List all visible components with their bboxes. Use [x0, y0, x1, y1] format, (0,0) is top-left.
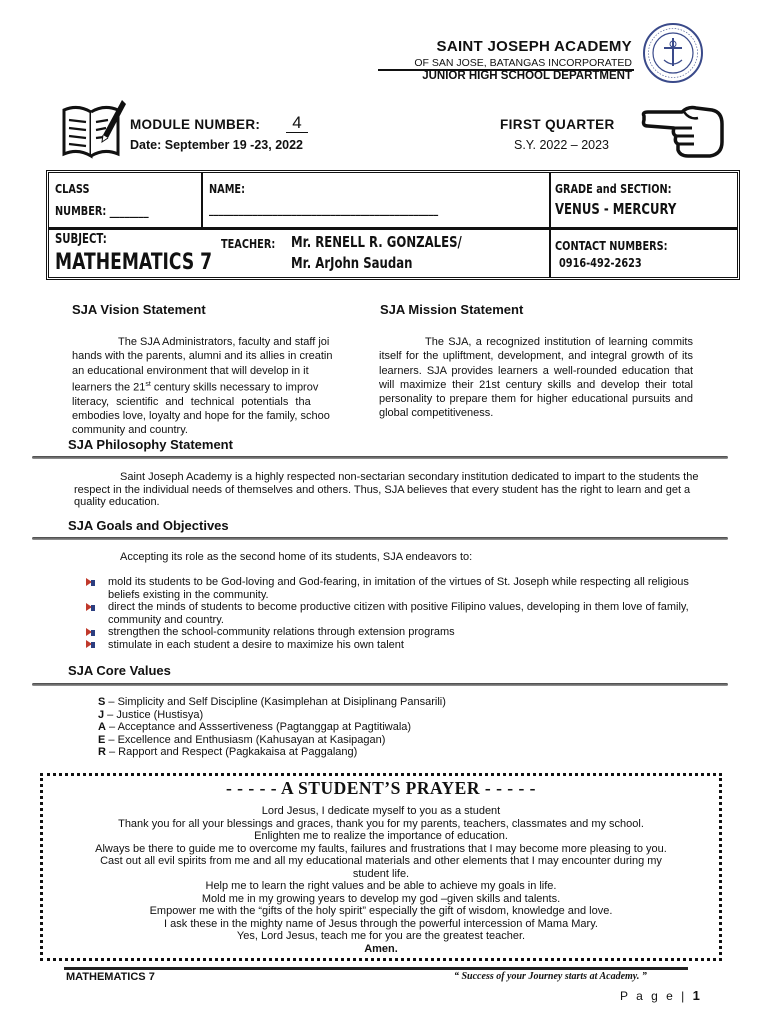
class-label: CLASS [55, 181, 90, 196]
grade-section-value: VENUS - MERCURY [555, 200, 677, 218]
list-item: A – Acceptance and Asssertiveness (Pagtanggap at Pagtitiwala) [98, 721, 412, 733]
module-number-label: MODULE NUMBER: [130, 117, 261, 132]
goals-rule [32, 537, 728, 540]
philosophy-text: Saint Joseph Academy is a highly respected non-sectarian secondary institution dedicated to impart to the students the respect in the individual needs of themselves and others. Thus, SJA believes that every student has the right to learn and get a quality education. [74, 471, 699, 509]
school-location: OF SAN JOSE, BATANGAS INCORPORATED [414, 57, 632, 69]
name-label: NAME: [209, 181, 245, 196]
quarter-label: FIRST QUARTER [500, 117, 615, 132]
vision-text: The SJA Administrators, faculty and staff joi hands with the parents, alumni and its allies in creatin an educational environment that will develop in it learners the 21st century skills necessary to improv literacy, scientific and technical potentials tha embodies love, loyalty and hope for the family, schoo community and country. [72, 336, 333, 437]
prayer-title: - - - - - A STUDENT’S PRAYER - - - - - [225, 778, 536, 798]
goals-heading: SJA Goals and Objectives [68, 518, 229, 533]
list-item: E – Excellence and Enthusiasm (Kahusayan at Kasipagan) [98, 733, 386, 746]
bullet-icon [85, 639, 96, 649]
philosophy-rule [32, 456, 728, 459]
open-book-pencil-icon [58, 98, 128, 160]
list-item: mold its students to be God-loving and God-fearing, in imitation of the virtues of St. Joseph while respecting all religious beliefs existing in the community. [108, 576, 689, 601]
school-department: JUNIOR HIGH SCHOOL DEPARTMENT [422, 70, 632, 82]
core-values-heading: SJA Core Values [68, 663, 171, 678]
footer-subject: MATHEMATICS 7 [66, 971, 155, 983]
class-number-label: NUMBER: ________ [55, 203, 149, 218]
school-seal-icon [642, 22, 704, 84]
goals-list [108, 576, 708, 651]
list-item: direct the minds of students to become productive citizen with positive Filipino values, developing in them love of family, community and country. [108, 601, 689, 626]
prayer-text: Lord Jesus, I dedicate myself to you as a student Thank you for all your blessings and graces, thank you for my parents, teachers, classmates and my school. Enlighten me to realize the importance of education. Always be there to guide me to overcome my faults, failures and frustrations that I may become more pleasing to you. Cast out all evil spirits from me and all my educational materials and other elements that I may encounter during my student life. Help me to learn the right values and be able to achieve my goals in life. Mold me in my growing years to develop my god –given skills and talents. Empower me with the “gifts of the holy spirit” especially the gift of wisdom, knowledge and love. I ask these in the mighty name of Jesus through the powerful intercession of Mama Mary. Yes, Lord Jesus, teach me for you are the greatest teacher. Amen. [46, 805, 716, 955]
list-item: strengthen the school-community relations through extension programs [108, 626, 455, 638]
student-info-table [46, 170, 740, 280]
footer-rule [64, 967, 688, 970]
contact-value: 0916-492-2623 [559, 255, 642, 270]
list-item: S – Simplicity and Self Discipline (Kasimplehan at Disiplinang Pansarili) [98, 696, 446, 708]
vision-heading: SJA Vision Statement [72, 302, 206, 317]
grade-section-label: GRADE and SECTION: [555, 181, 672, 196]
bullet-icon [85, 627, 96, 637]
footer-quote: “ Success of your Journey starts at Academy. ” [454, 971, 647, 982]
philosophy-heading: SJA Philosophy Statement [68, 437, 233, 452]
name-blank: _______________________________________________ [209, 201, 439, 216]
subject-label: SUBJECT: [55, 232, 107, 247]
module-date: Date: September 19 -23, 2022 [130, 138, 304, 152]
bullet-icon [85, 602, 96, 612]
contact-label: CONTACT NUMBERS: [555, 238, 668, 253]
subject-value: MATHEMATICS 7 [55, 250, 213, 275]
core-values-list [98, 696, 446, 759]
core-values-rule [32, 683, 728, 686]
teacher-name-1: Mr. RENELL R. GONZALES/ [291, 233, 462, 251]
list-item: R – Rapport and Respect (Pagkakaisa at Paggalang) [98, 746, 358, 758]
bullet-icon [85, 577, 96, 587]
school-year: S.Y. 2022 – 2023 [514, 138, 609, 152]
goals-intro: Accepting its role as the second home of its students, SJA endeavors to: [120, 551, 473, 563]
school-name: SAINT JOSEPH ACADEMY [436, 38, 632, 55]
list-item: stimulate in each student a desire to maximize his own talent [108, 638, 404, 651]
mission-heading: SJA Mission Statement [380, 302, 524, 317]
pointing-hand-icon [640, 98, 726, 160]
page-number: P a g e | 1 [620, 988, 703, 1003]
module-number-value: 4 [286, 114, 308, 133]
prayer-amen: Amen. [364, 942, 398, 955]
list-item: J – Justice (Hustisya) [98, 708, 204, 721]
teacher-label: TEACHER: [221, 236, 276, 251]
teacher-name-2: Mr. ArJohn Saudan [291, 254, 413, 272]
mission-text: The SJA, a recognized institution of learning commits itself for the upliftment, development, and integral growth of its learners. SJA provides learners a well-rounded education that will maximize their 21st century skills and develop their total personality to prepare them for higher educational pursuits and global competitiveness. [379, 336, 693, 420]
